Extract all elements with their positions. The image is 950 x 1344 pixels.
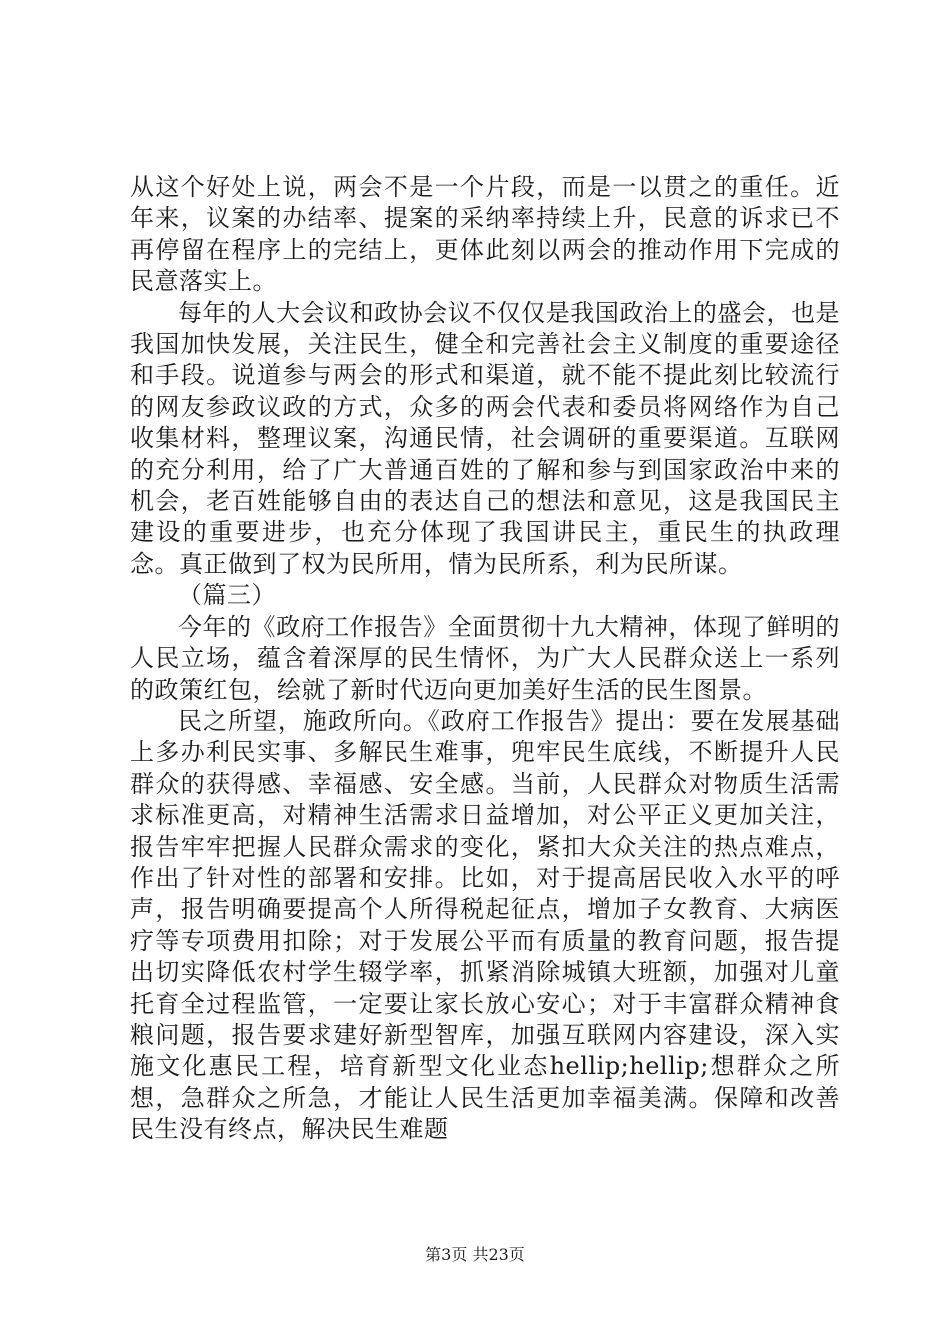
page-footer: 第3页 共23页 xyxy=(425,1245,525,1264)
paragraph-4: 今年的《政府工作报告》全面贯彻十九大精神，体现了鲜明的人民立场，蕴含着深厚的民生情怀，为广大人民群众送上一系列的政策红包，绘就了新时代迈向更加美好生活的民生图景。 xyxy=(130,612,840,704)
document-body xyxy=(130,172,840,1146)
paragraph-1: 从这个好处上说，两会不是一个片段，而是一以贯之的重任。近年来，议案的办结率、提案的采纳率持续上升，民意的诉求已不再停留在程序上的完结上，更体此刻以两会的推动作用下完成的民意落实上。 xyxy=(130,173,840,296)
paragraph-5: 民之所望，施政所向。《政府工作报告》提出：要在发展基础上多办利民实事、多解民生难事，兜牢民生底线，不断提升人民群众的获得感、幸福感、安全感。当前，人民群众对物质生活需求标准更高，对精神生活需求日益增加，对公平正义更加关注，报告牢牢把握人民群众需求的变化，紧扣大众关注的热点难点，作出了针对性的部署和安排。比如，对于提高居民收入水平的呼声，报告明确要提高个人所得税起征点，增加子女教育、大病医疗等专项费用扣除；对于发展公平而有质量的教育问题，报告提出切实降低农村学生辍学率，抓紧消除城镇大班额，加强对儿童托育全过程监管，一定要让家长放心安心；对于丰富群众精神食粮问题，报告要求建好新型智库，加强互联网内容建设，深入实施文化惠民工程，培育新型文化业态hellip;hellip;想群众之所想，急群众之所急，才能让人民生活更加幸福美满。保障和改善民生没有终点，解决民生难题 xyxy=(130,706,840,1144)
paragraph-2: 每年的人大会议和政协会议不仅仅是我国政治上的盛会，也是我国加快发展，关注民生，健全和完善社会主义制度的重要途径和手段。说道参与两会的形式和渠道，就不能不提此刻比较流行的网友参政议政的方式，众多的两会代表和委员将网络作为自己收集材料，整理议案，沟通民情，社会调研的重要渠道。互联网的充分利用，给了广大普通百姓的了解和参与到国家政治中来的机会，老百姓能够自由的表达自己的想法和意见，这是我国民主建设的重要进步，也充分体现了我国讲民主，重民生的执政理念。真正做到了权为民所用，情为民所系，利为民所谋。 xyxy=(130,298,840,578)
section-heading: （篇三） xyxy=(178,581,276,610)
